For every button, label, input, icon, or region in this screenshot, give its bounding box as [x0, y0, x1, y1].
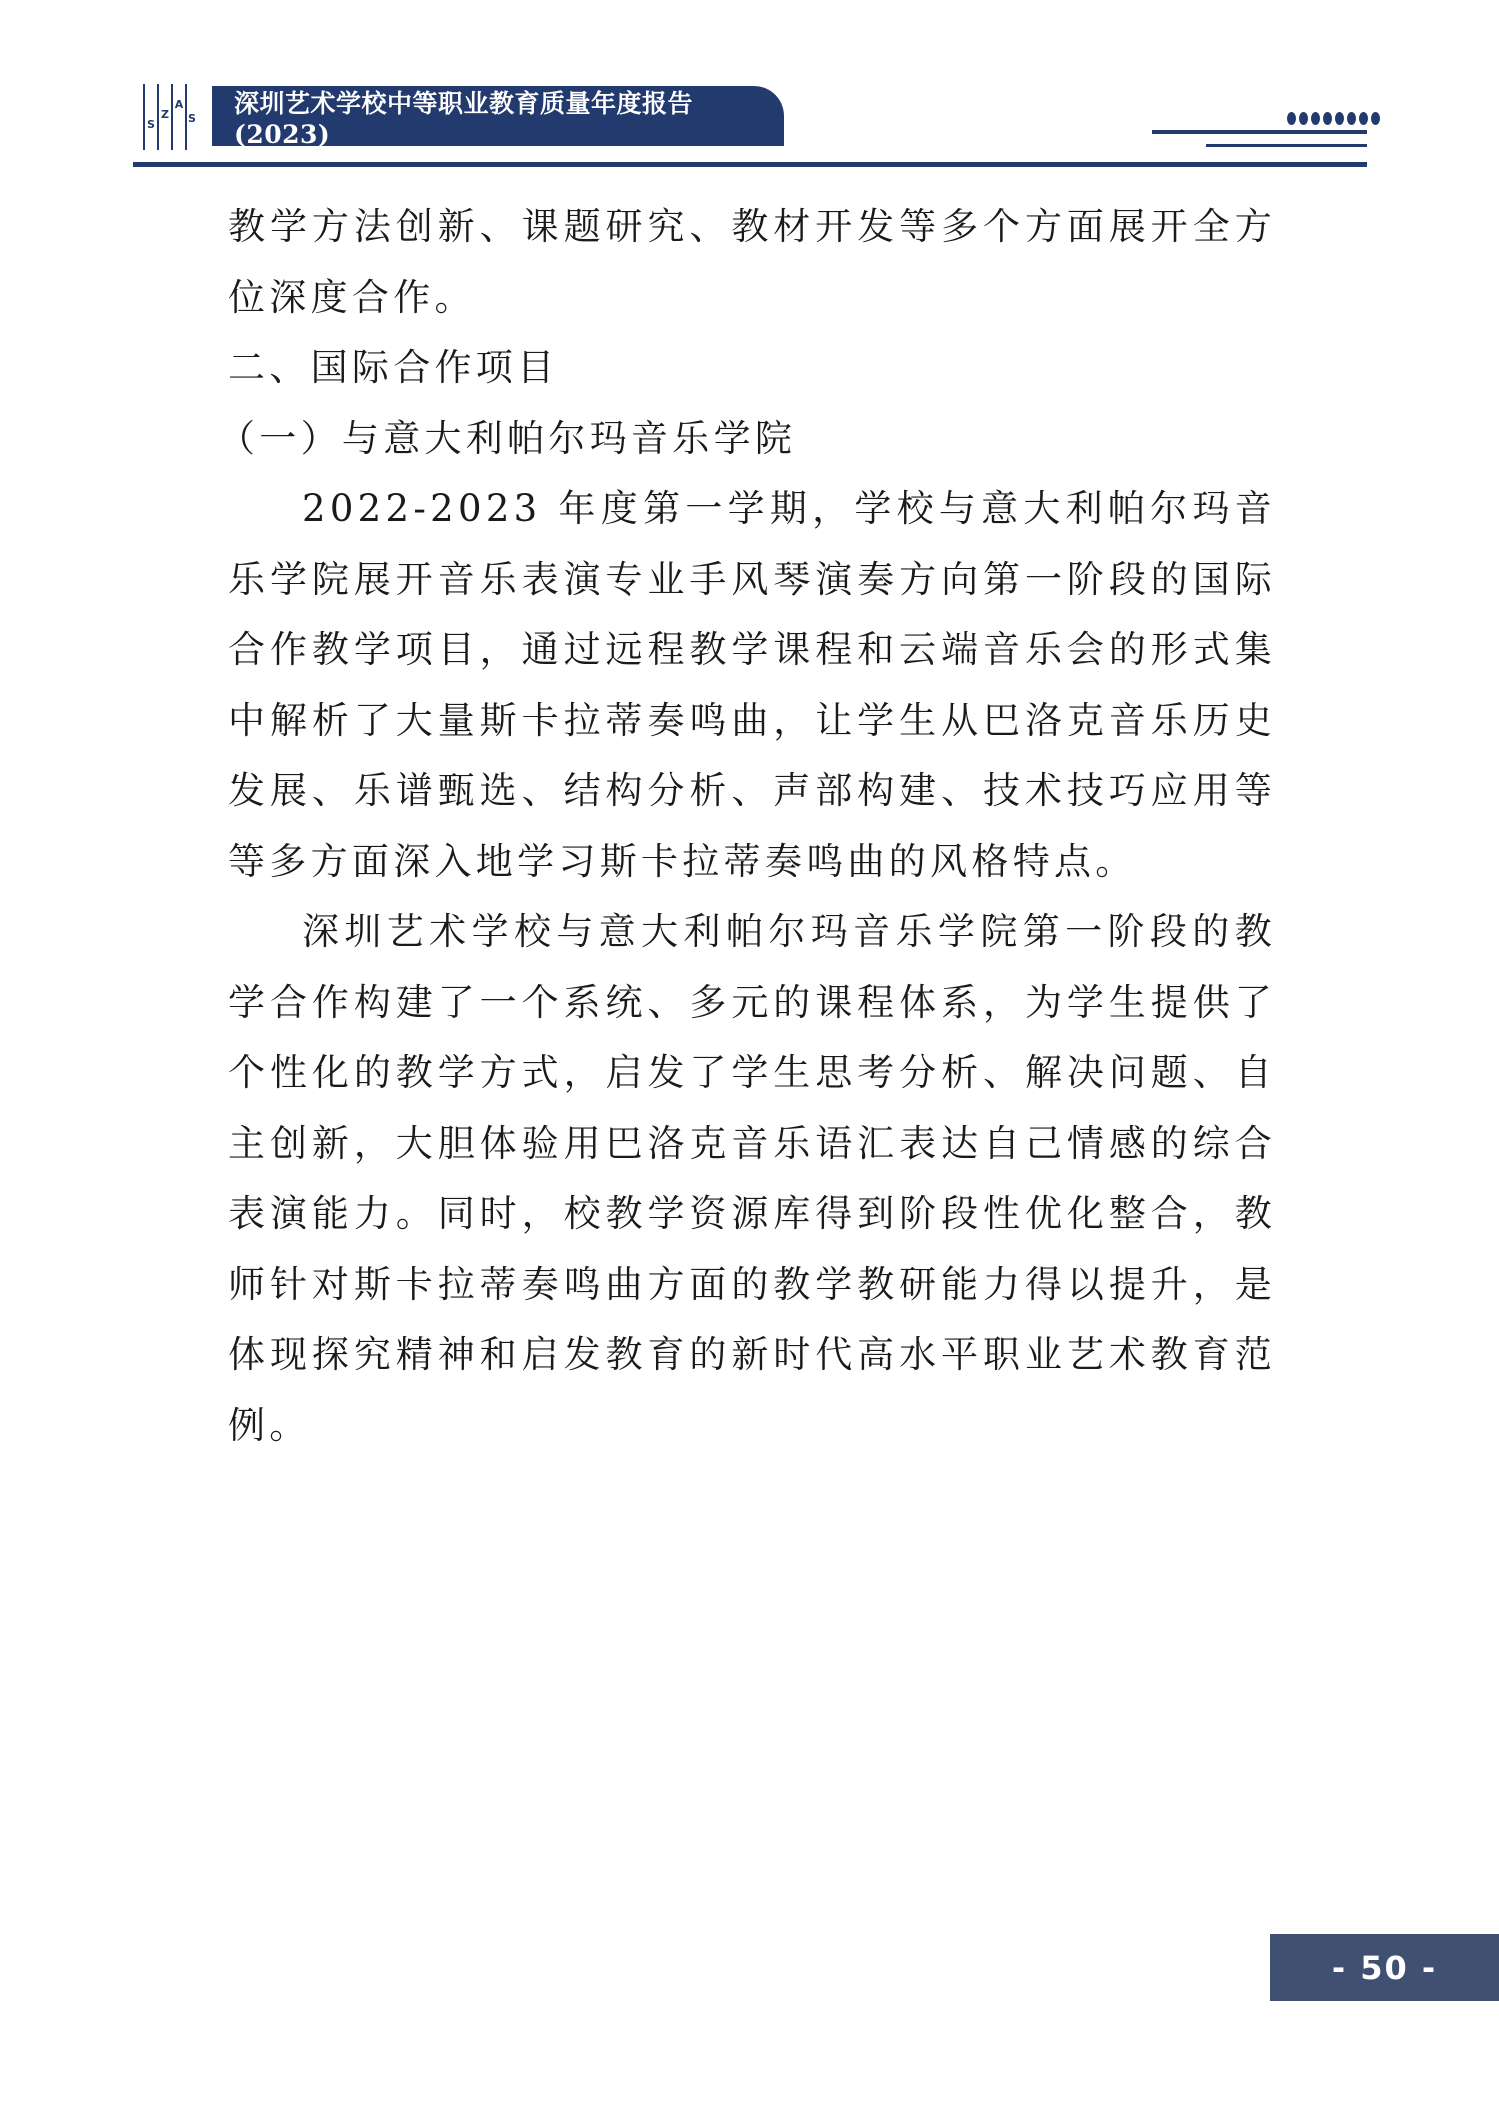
- svg-text:S: S: [147, 118, 155, 131]
- paragraph-continued: 教学方法创新、课题研究、教材开发等多个方面展开全方位深度合作。: [228, 205, 1276, 319]
- school-logo: [140, 82, 198, 152]
- page-number-box: [1270, 1934, 1499, 2001]
- header-accent-line: [1152, 130, 1367, 134]
- paragraph: 2022-2023 年度第一学期，学校与意大利帕尔玛音乐学院展开音乐表演专业手风琴演奏方向第一阶段的国际合作教学项目，通过远程教学课程和云端音乐会的形式集中解析了大量斯卡拉蒂奏鸣曲，让学生从巴洛克音乐历史发展、乐谱甄选、结构分析、声部构建、技术技巧应用等等多方面深入地学习斯卡拉蒂奏鸣曲的风格特点。: [228, 487, 1276, 883]
- svg-text:Z: Z: [161, 108, 169, 121]
- svg-text:A: A: [174, 98, 184, 111]
- report-title-banner: [212, 86, 784, 149]
- subsection-heading: （一）与意大利帕尔玛音乐学院: [218, 416, 797, 460]
- section-heading: 二、国际合作项目: [228, 346, 559, 389]
- svg-text:S: S: [188, 112, 196, 125]
- header-rule: [133, 162, 1367, 167]
- header-accent-line-2: [1206, 144, 1367, 147]
- paragraph: 深圳艺术学校与意大利帕尔玛音乐学院第一阶段的教学合作构建了一个系统、多元的课程体系，为学生提供了个性化的教学方式，启发了学生思考分析、解决问题、自主创新，大胆体验用巴洛克音乐语汇表达自己情感的综合表演能力。同时，校教学资源库得到阶段性优化整合，教师针对斯卡拉蒂奏鸣曲方面的教学教研能力得以提升，是体现探究精神和启发教育的新时代高水平职业艺术教育范例。: [228, 910, 1276, 1447]
- header-dots-decoration: [1287, 112, 1380, 125]
- report-title: 深圳艺术学校中等职业教育质量年度报告(2023): [234, 88, 694, 149]
- page-body: [218, 192, 1276, 1461]
- page-number: - 50 -: [1331, 1948, 1438, 1987]
